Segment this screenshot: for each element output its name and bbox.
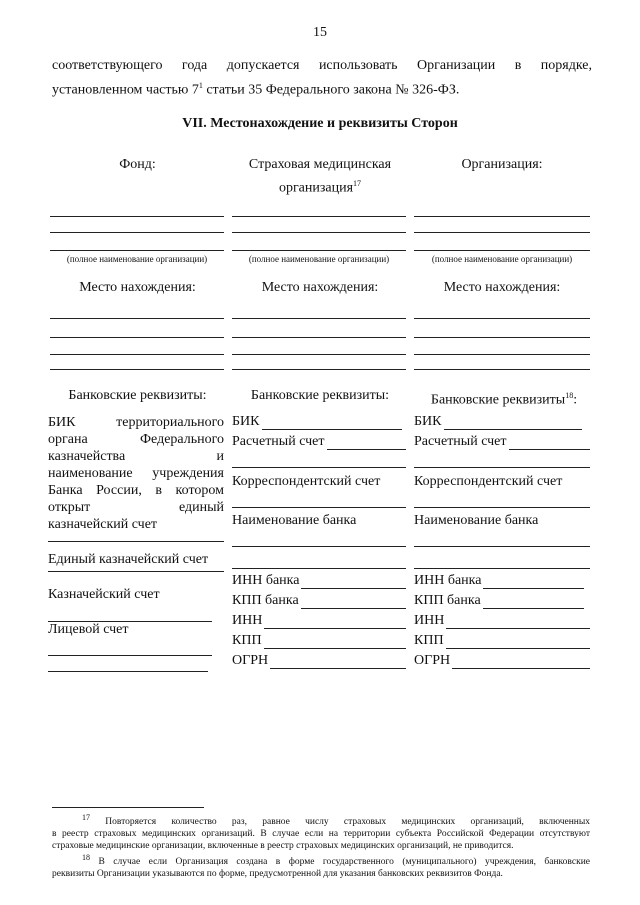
org-ogrn-label: ОГРН xyxy=(414,653,451,668)
fund-name-caption: (полное наименование организации) xyxy=(66,254,208,264)
smo-bank-kpp-field[interactable] xyxy=(232,593,406,609)
smo-location-label: Место нахождения: xyxy=(261,280,379,295)
footnote-17-line-3: страховые медицинские организации, включенные в реестр страховых медицинских организаций, не приводится. xyxy=(52,841,514,852)
smo-name-line-3[interactable] xyxy=(232,250,406,251)
smo-location-line-1[interactable] xyxy=(232,318,406,319)
fund-location-line-4[interactable] xyxy=(50,369,224,370)
org-location-line-2[interactable] xyxy=(414,337,590,338)
fund-bik-block xyxy=(48,414,224,533)
intro-sup: 1 xyxy=(198,81,203,90)
smo-header-line1: Страховая медицинская xyxy=(248,157,392,172)
org-location-line-3[interactable] xyxy=(414,354,590,355)
org-bank-kpp-field[interactable] xyxy=(414,593,584,609)
smo-correspondent-label: Корреспондентский счет xyxy=(232,474,381,489)
column-fund-header: Фонд: xyxy=(119,157,156,172)
org-bank-inn-label: ИНН банка xyxy=(414,573,482,588)
org-location-line-4[interactable] xyxy=(414,369,590,370)
fund-location-line-1[interactable] xyxy=(50,318,224,319)
smo-settlement-field[interactable] xyxy=(232,434,406,450)
org-correspondent-line[interactable] xyxy=(414,507,590,508)
smo-inn-field[interactable] xyxy=(232,613,406,629)
smo-location-line-2[interactable] xyxy=(232,337,406,338)
fund-bik-line[interactable] xyxy=(48,541,224,542)
fund-personal-line-2[interactable] xyxy=(48,671,208,672)
smo-inn-label: ИНН xyxy=(232,613,263,628)
org-name-line-3[interactable] xyxy=(414,250,590,251)
org-kpp-label: КПП xyxy=(414,633,444,648)
fund-single-treasury-label: Единый казначейский счет xyxy=(48,552,209,567)
fund-name-line-2[interactable] xyxy=(50,232,224,233)
org-bank-name-line-2[interactable] xyxy=(414,568,590,569)
org-settlement-field[interactable] xyxy=(414,434,590,450)
smo-ogrn-field[interactable] xyxy=(232,653,406,669)
smo-bank-inn-label: ИНН банка xyxy=(232,573,300,588)
org-inn-label: ИНН xyxy=(414,613,445,628)
footnote-18-sup: 18 xyxy=(82,853,90,863)
smo-bank-label: Банковские реквизиты: xyxy=(250,388,390,403)
org-bank-label-colon: : xyxy=(573,392,578,408)
fund-treasury-label: Казначейский счет xyxy=(48,587,160,602)
footnote-18-text-1: В случае если Организация создана в форме государственного (муниципального) учреждения, банковские xyxy=(98,857,590,868)
fund-bik-line-3: казначейства и xyxy=(48,449,224,464)
smo-bank-name-line-1[interactable] xyxy=(232,546,406,547)
fund-single-treasury-line[interactable] xyxy=(48,571,224,572)
org-bank-name-line-1[interactable] xyxy=(414,546,590,547)
org-name-line-2[interactable] xyxy=(414,232,590,233)
org-name-line-1[interactable] xyxy=(414,216,590,217)
org-correspondent-label: Корреспондентский счет xyxy=(414,474,563,489)
org-bik-label: БИК xyxy=(414,414,442,429)
smo-header-line2 xyxy=(232,174,408,198)
smo-kpp-label: КПП xyxy=(232,633,262,648)
fund-location-label: Место нахождения: xyxy=(79,280,196,295)
smo-bik-label: БИК xyxy=(232,414,260,429)
org-ogrn-field[interactable] xyxy=(414,653,590,669)
fund-bik-line-5: Банка России, в котором xyxy=(48,483,224,498)
org-inn-field[interactable] xyxy=(414,613,590,629)
smo-header-sup: 17 xyxy=(353,179,362,188)
smo-bank-name-label: Наименование банка xyxy=(232,513,357,528)
fund-personal-label: Лицевой счет xyxy=(48,622,129,637)
smo-correspondent-line[interactable] xyxy=(232,507,406,508)
org-name-caption: (полное наименование организации) xyxy=(431,254,573,264)
fund-bik-line-6: открыт единый xyxy=(48,500,224,515)
intro-line-2 xyxy=(52,76,592,100)
org-location-line-1[interactable] xyxy=(414,318,590,319)
org-settlement-label: Расчетный счет xyxy=(414,434,507,449)
smo-bank-inn-field[interactable] xyxy=(232,573,406,589)
footnote-17-text-1: Повторяется количество раз, равное числу страховых медицинских организаций, включенных xyxy=(105,817,591,828)
intro-line-1: соответствующего года допускается использовать Организации в порядке, xyxy=(52,58,592,73)
smo-ogrn-label: ОГРН xyxy=(232,653,269,668)
smo-kpp-field[interactable] xyxy=(232,633,406,649)
fund-bik-line-7: казначейский счет xyxy=(48,517,158,532)
fund-location-line-3[interactable] xyxy=(50,354,224,355)
smo-settlement-label: Расчетный счет xyxy=(232,434,325,449)
footnotes xyxy=(52,812,590,880)
footnote-separator xyxy=(52,807,204,808)
footnote-17-line-2: в реестр страховых медицинских организаций. В случае если на территории субъекта Российской Федерации отсутствуют xyxy=(52,829,590,840)
intro-text-b: статьи 35 Федерального закона № 326-ФЗ. xyxy=(202,82,460,98)
column-smo-header xyxy=(232,155,408,198)
footnote-18-line-1 xyxy=(52,852,590,868)
fund-bik-line-2: органа Федерального xyxy=(48,432,224,447)
smo-bank-kpp-label: КПП банка xyxy=(232,593,299,608)
org-bank-label-sup: 18 xyxy=(565,391,574,400)
smo-bank-name-line-2[interactable] xyxy=(232,568,406,569)
page-number: 15 xyxy=(313,25,327,40)
fund-name-line-3[interactable] xyxy=(50,250,224,251)
org-bank-label-text: Банковские реквизиты xyxy=(430,392,566,408)
smo-location-line-4[interactable] xyxy=(232,369,406,370)
footnote-17-line-1 xyxy=(52,812,590,828)
org-bank-name-label: Наименование банка xyxy=(414,513,539,528)
org-settlement-line-2[interactable] xyxy=(414,467,590,468)
smo-name-line-1[interactable] xyxy=(232,216,406,217)
org-bank-kpp-label: КПП банка xyxy=(414,593,481,608)
fund-bank-label: Банковские реквизиты: xyxy=(68,388,207,403)
section-title: VII. Местонахождение и реквизиты Сторон xyxy=(182,116,458,131)
column-org-header: Организация: xyxy=(461,157,543,172)
smo-name-caption: (полное наименование организации) xyxy=(248,254,390,264)
org-location-label: Место нахождения: xyxy=(443,280,561,295)
fund-personal-line-1[interactable] xyxy=(48,655,212,656)
fund-bik-line-1: БИК территориального xyxy=(48,415,224,430)
footnote-17-sup: 17 xyxy=(82,813,90,822)
fund-bik-line-4: наименование учреждения xyxy=(48,466,224,481)
smo-settlement-line-2[interactable] xyxy=(232,467,406,468)
intro-text-a: установленном частью 7 xyxy=(52,82,199,98)
footnote-18-line-2: реквизиты Организации указываются по форме, предусмотренной для указания банковских реквизитов Фонда. xyxy=(52,869,503,880)
org-kpp-field[interactable] xyxy=(414,633,590,649)
smo-header-text: организация xyxy=(278,180,354,196)
smo-bik-field[interactable] xyxy=(232,414,402,430)
fund-location-line-2[interactable] xyxy=(50,337,224,338)
fund-name-line-1[interactable] xyxy=(50,216,224,217)
org-bik-field[interactable] xyxy=(414,414,582,430)
smo-name-line-2[interactable] xyxy=(232,232,406,233)
org-bank-inn-field[interactable] xyxy=(414,573,584,589)
smo-location-line-3[interactable] xyxy=(232,354,406,355)
org-bank-label xyxy=(414,386,594,410)
